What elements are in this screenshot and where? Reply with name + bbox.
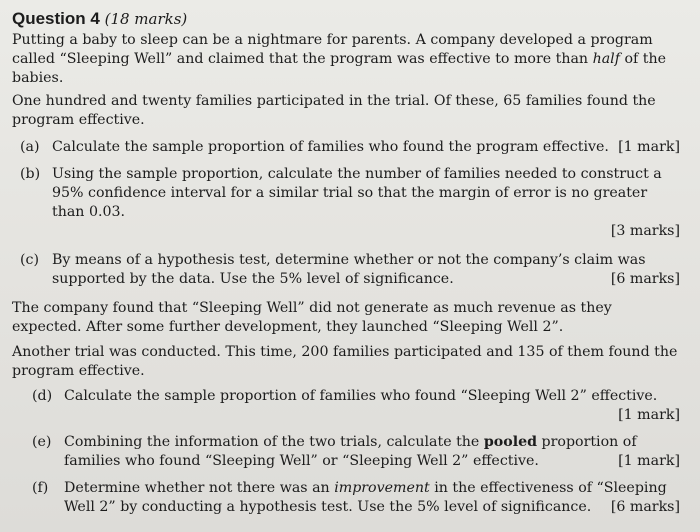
intro-text-1: Putting a baby to sleep can be a nightmare for parents. A company developed a program called “Sleeping Well” and claimed that the program was effective to more than <box>12 32 653 67</box>
part-b-text: Using the sample proportion, calculate the number of families needed to construct a 95% confidence interval for a similar trial so that the margin of error is no greater than 0.03. <box>52 166 662 220</box>
part-d-marks: [1 mark] <box>618 407 680 423</box>
part-c-marks: [6 marks] <box>610 271 680 287</box>
part-f <box>32 479 680 517</box>
intro-paragraph <box>12 31 680 88</box>
revenue-paragraph: The company found that “Sleeping Well” did not generate as much revenue as they expected. After some further development, they launched “Sleeping Well 2”. <box>12 300 612 335</box>
question-title: Question 4 <box>12 9 100 28</box>
part-f-label: (f) <box>32 480 49 496</box>
part-c-text: By means of a hypothesis test, determine whether or not the company’s claim was supported by the data. Use the 5% level of significance. <box>52 252 646 287</box>
intro-text-2: of the babies. <box>12 51 667 86</box>
question-heading <box>12 9 680 29</box>
part-d-label: (d) <box>32 388 53 404</box>
part-a-marks: [1 mark] <box>618 139 680 155</box>
part-e-marks: [1 mark] <box>618 453 680 469</box>
part-a-text: Calculate the sample proportion of families who found the program effective. <box>52 139 609 155</box>
part-b-label: (b) <box>20 166 41 182</box>
part-e-bold: pooled <box>483 434 538 450</box>
part-f-text-1: Determine whether not there was an <box>64 480 335 496</box>
part-e-label: (e) <box>32 434 52 450</box>
part-f-emphasis: improvement <box>334 480 430 496</box>
part-d-text: Calculate the sample proportion of families who found “Sleeping Well 2” effective. <box>64 388 658 404</box>
second-trial-paragraph: Another trial was conducted. This time, 200 families participated and 135 of them found the program effective. <box>12 344 678 379</box>
part-a <box>20 138 680 157</box>
part-d <box>32 387 680 425</box>
part-f-text-2: in the effectiveness of “Sleeping Well 2” by conducting a hypothesis test. Use the 5% level of significance. <box>64 480 667 515</box>
part-e <box>32 433 680 471</box>
part-b-marks: [3 marks] <box>610 223 680 239</box>
part-c-label: (c) <box>20 252 40 268</box>
intro-emphasis: half <box>592 51 620 67</box>
part-b <box>20 165 680 241</box>
part-e-text-1: Combining the information of the two trials, calculate the <box>64 434 484 450</box>
part-c <box>20 251 680 289</box>
part-a-label: (a) <box>20 139 40 155</box>
part-e-text-2: proportion of families who found “Sleeping Well” or “Sleeping Well 2” effective. <box>64 434 637 469</box>
question-total-marks: (18 marks) <box>104 10 188 28</box>
trial-paragraph: One hundred and twenty families participated in the trial. Of these, 65 families found the program effective. <box>12 93 656 128</box>
part-f-marks: [6 marks] <box>610 499 680 515</box>
